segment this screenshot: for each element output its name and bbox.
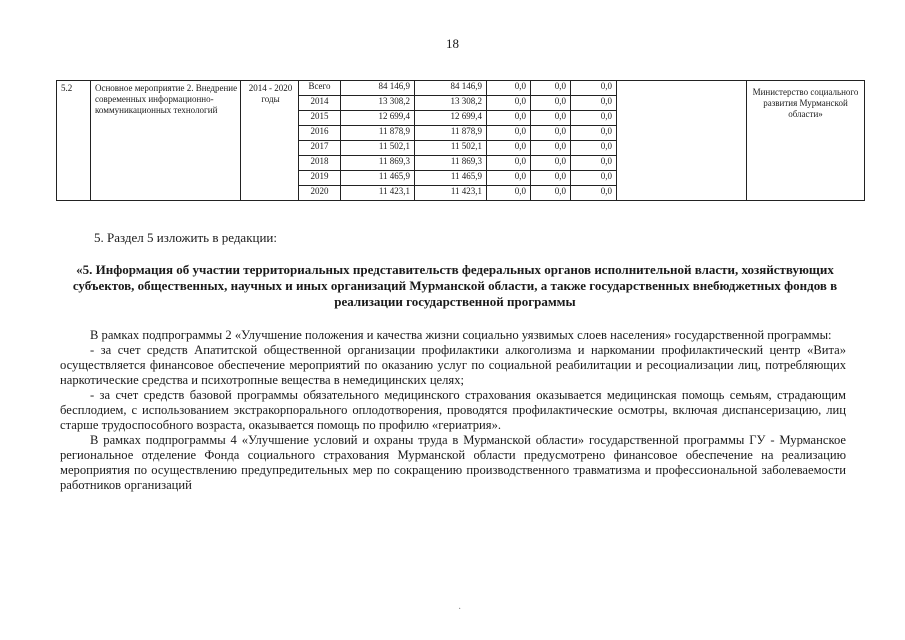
amount-cell: 11 423,1 bbox=[415, 186, 487, 201]
amount-cell: 0,0 bbox=[487, 186, 531, 201]
activity-name: Основное мероприятие 2. Внедрение современных информационно-коммуникационных технологий bbox=[91, 81, 241, 201]
amount-cell: 11 878,9 bbox=[415, 126, 487, 141]
period: 2014 - 2020 годы bbox=[241, 81, 299, 201]
amount-cell: 0,0 bbox=[531, 156, 571, 171]
amount-cell: 11 502,1 bbox=[415, 141, 487, 156]
amount-cell: 84 146,9 bbox=[341, 81, 415, 96]
amount-cell: 0,0 bbox=[571, 156, 617, 171]
amount-cell: 0,0 bbox=[571, 141, 617, 156]
amount-cell: 0,0 bbox=[571, 81, 617, 96]
amount-cell: 0,0 bbox=[571, 186, 617, 201]
section-title: «5. Информация об участии территориальных представительств федеральных органов исполнительной власти, хозяйствующих субъектов, общественных, научных и иных организаций Мурманской области, а также государственных внебюджетных фондов в реализации государственной программы bbox=[72, 262, 838, 309]
amount-cell: 0,0 bbox=[487, 111, 531, 126]
amount-cell: 0,0 bbox=[571, 126, 617, 141]
amount-cell: 11 423,1 bbox=[341, 186, 415, 201]
year-cell: 2017 bbox=[299, 141, 341, 156]
amount-cell: 0,0 bbox=[487, 156, 531, 171]
amount-cell: 13 308,2 bbox=[415, 96, 487, 111]
amount-cell: 12 699,4 bbox=[341, 111, 415, 126]
body-text bbox=[60, 328, 846, 493]
amount-cell: 11 869,3 bbox=[415, 156, 487, 171]
amount-cell: 0,0 bbox=[571, 111, 617, 126]
responsible-ministry: Министерство социального развития Мурманской области» bbox=[747, 81, 865, 201]
paragraph: В рамках подпрограммы 4 «Улучшение условий и охраны труда в Мурманской области» государственной программы ГУ - Мурманское региональное отделение Фонда социального страхования Мурманской области предусмотрено финансовое обеспечение на реализацию мероприятия по осуществлению предупредительных мер по сокращению производственного травматизма и профессиональной заболеваемости работников организаций bbox=[60, 433, 846, 492]
amendment-item-5: 5. Раздел 5 изложить в редакции: bbox=[94, 230, 277, 245]
year-cell: 2016 bbox=[299, 126, 341, 141]
year-cell: 2019 bbox=[299, 171, 341, 186]
amount-cell: 0,0 bbox=[531, 96, 571, 111]
amount-cell: 0,0 bbox=[571, 96, 617, 111]
paragraph: - за счет средств Апатитской общественной организации профилактики алкоголизма и наркомании профилактический центр «Вита» осуществляется финансовое обеспечение мероприятий по оказанию услуг по социальной реабилитации и ресоциализации лиц, потребляющих наркотические средства и психотропные вещества в немедицинских целях; bbox=[60, 343, 846, 387]
amount-cell: 0,0 bbox=[531, 186, 571, 201]
amount-cell: 0,0 bbox=[531, 81, 571, 96]
paragraph: - за счет средств базовой программы обязательного медицинского страхования оказывается медицинская помощь семьям, страдающим бесплодием, с использованием экстракорпорального оплодотворения, проводятся профилактические осмотры, включая диспансеризацию, лиц старше трудоспособного возраста, оказывается помощь по профилю «гериатрия». bbox=[60, 388, 846, 432]
amount-cell: 11 878,9 bbox=[341, 126, 415, 141]
row-number: 5.2 bbox=[57, 81, 91, 201]
amount-cell: 11 465,9 bbox=[415, 171, 487, 186]
amount-cell: 11 502,1 bbox=[341, 141, 415, 156]
year-cell: 2014 bbox=[299, 96, 341, 111]
amount-cell: 0,0 bbox=[571, 171, 617, 186]
amount-cell: 0,0 bbox=[487, 141, 531, 156]
amount-cell: 0,0 bbox=[531, 111, 571, 126]
page-number: 18 bbox=[446, 36, 459, 51]
amount-cell: 11 869,3 bbox=[341, 156, 415, 171]
amount-cell: 0,0 bbox=[487, 171, 531, 186]
year-cell: 2015 bbox=[299, 111, 341, 126]
amount-cell: 0,0 bbox=[487, 126, 531, 141]
amount-cell: 11 465,9 bbox=[341, 171, 415, 186]
amount-cell: 84 146,9 bbox=[415, 81, 487, 96]
paragraph: В рамках подпрограммы 2 «Улучшение положения и качества жизни социально уязвимых слоев населения» государственной программы: bbox=[90, 328, 832, 342]
table-row bbox=[57, 81, 865, 96]
funding-table bbox=[56, 80, 865, 201]
year-cell: 2020 bbox=[299, 186, 341, 201]
amount-cell: 0,0 bbox=[531, 171, 571, 186]
amount-cell: 0,0 bbox=[531, 141, 571, 156]
amount-cell: 0,0 bbox=[531, 126, 571, 141]
amount-cell: 0,0 bbox=[487, 96, 531, 111]
amount-cell: 13 308,2 bbox=[341, 96, 415, 111]
empty-cell bbox=[617, 81, 747, 201]
year-cell: Всего bbox=[299, 81, 341, 96]
scan-speck: · bbox=[458, 604, 462, 615]
year-cell: 2018 bbox=[299, 156, 341, 171]
amount-cell: 0,0 bbox=[487, 81, 531, 96]
amount-cell: 12 699,4 bbox=[415, 111, 487, 126]
